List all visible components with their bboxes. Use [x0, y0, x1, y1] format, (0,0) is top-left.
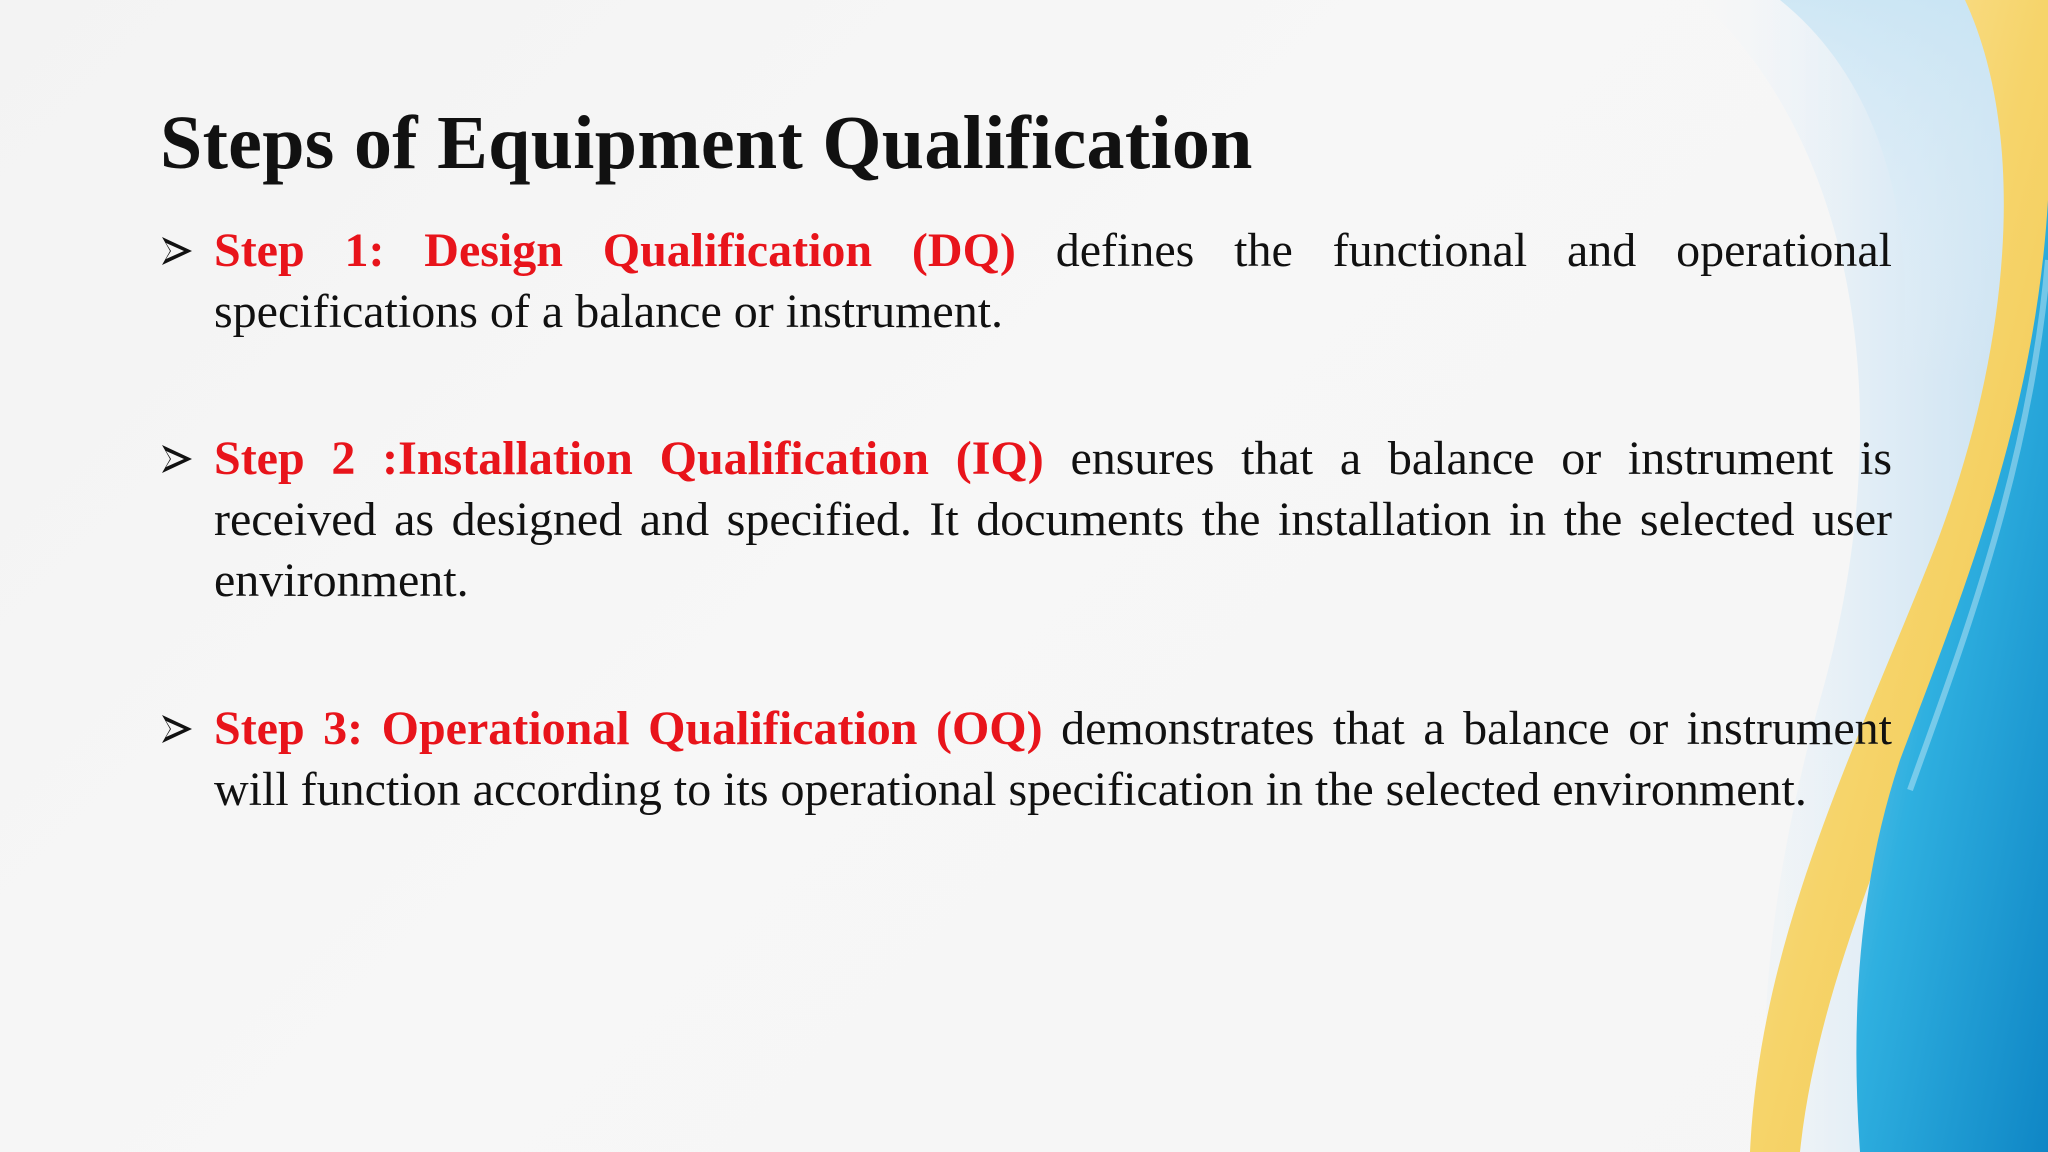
arrow-bullet-icon [160, 234, 194, 268]
list-item-step-3 [160, 698, 1892, 820]
step-1-text: defines the functional and operational specifications of a balance or instrument. [214, 224, 1893, 338]
step-1-label: Step 1: Design Qualification (DQ) [214, 224, 1016, 277]
step-2-label: Step 2 :Installation Qualification (IQ) [214, 432, 1044, 485]
arrow-bullet-icon [160, 442, 194, 476]
page-title: Steps of Equipment Qualification [160, 101, 1253, 185]
steps-list [160, 220, 1892, 820]
arrow-bullet-icon [160, 712, 194, 746]
step-3-text: demonstrates that a balance or instrument will function according to its operational specification in the selected environment. [214, 702, 1892, 816]
step-2-text: ensures that a balance or instrument is received as designed and specified. It documents the installation in the selected user environment. [214, 432, 1893, 607]
list-item-step-2 [160, 428, 1892, 611]
list-item-step-1 [160, 220, 1892, 342]
step-3-label: Step 3: Operational Qualification (OQ) [214, 702, 1043, 755]
